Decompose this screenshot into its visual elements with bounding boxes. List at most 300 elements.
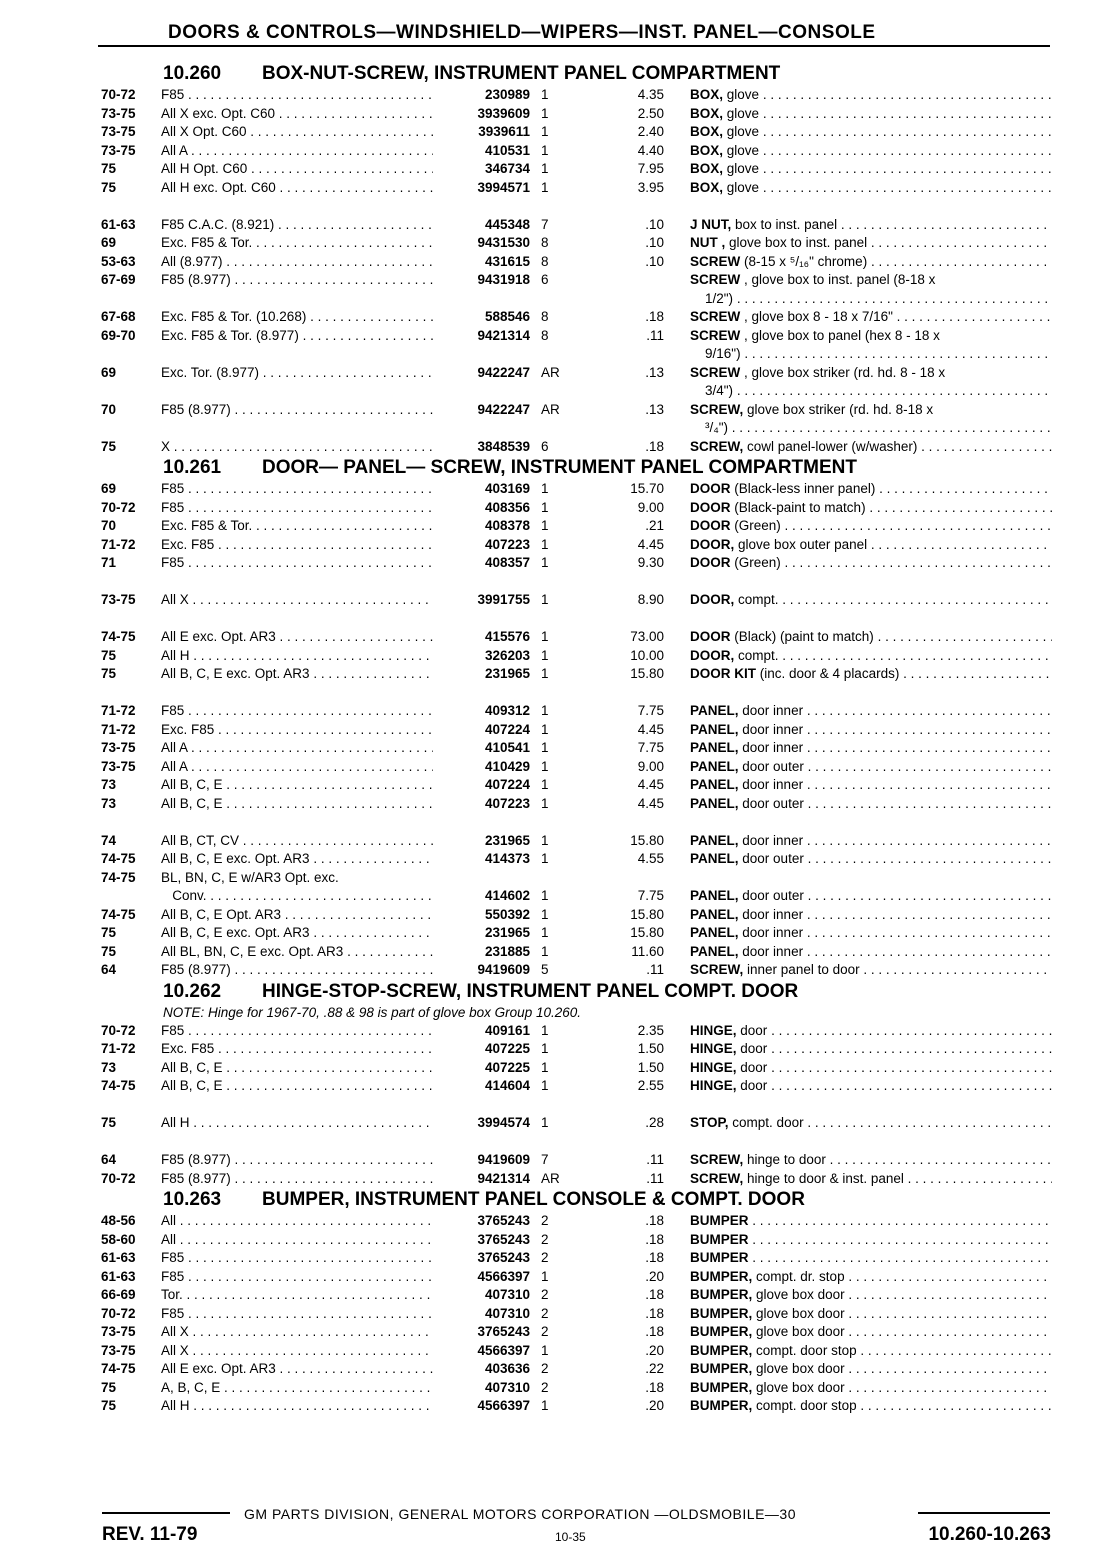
model-year: 64 — [101, 1152, 117, 1167]
quantity: 8 — [541, 235, 549, 250]
application: F85 (8.977) . . . — [161, 961, 433, 980]
price: .22 — [645, 1361, 664, 1376]
section-note: NOTE: Hinge for 1967-70, .88 & 98 is part of glove box Group 10.260. — [163, 1004, 581, 1020]
description — [690, 1114, 1052, 1133]
description-noun: DOOR — [690, 629, 731, 644]
model-year: 75 — [101, 647, 117, 663]
part-row — [0, 665, 1107, 684]
price: 4.40 — [637, 142, 664, 158]
description — [690, 1077, 1052, 1096]
price: .18 — [645, 1213, 664, 1228]
part-row — [0, 123, 1107, 142]
description-noun: HINGE, — [690, 1078, 737, 1093]
quantity: 1 — [541, 1059, 549, 1075]
description-noun: STOP, — [690, 1115, 729, 1130]
description — [690, 702, 1052, 721]
description-noun: DOOR — [690, 518, 731, 533]
application: Conv. . . . — [161, 887, 433, 906]
description-detail: (Black-paint to match) — [734, 499, 866, 515]
description — [690, 665, 1052, 684]
description-noun: BUMPER, — [690, 1268, 753, 1284]
price: 4.55 — [637, 851, 664, 866]
model-year: 74-75 — [101, 869, 136, 885]
application: All X . . . — [161, 591, 433, 610]
continuation-row — [0, 419, 1107, 438]
part-number: 230989 — [484, 87, 530, 102]
part-number: 3991755 — [477, 592, 530, 607]
description-detail: (Green) — [734, 518, 781, 533]
part-number: 9422247 — [477, 401, 530, 417]
quantity: 1 — [541, 851, 549, 866]
part-number: 550392 — [484, 906, 530, 922]
application: Tor. . . . — [161, 1286, 433, 1305]
description-noun: DOOR, — [690, 536, 735, 552]
footer-group-range: 10.260-10.263 — [928, 1524, 1051, 1545]
price: .11 — [646, 962, 664, 977]
description-noun: NUT , — [690, 235, 726, 250]
part-row — [0, 1022, 1107, 1041]
application: All X . . . — [161, 1323, 433, 1342]
model-year: 70-72 — [101, 499, 136, 515]
model-year: 75 — [101, 1115, 117, 1130]
application: All . . . — [161, 1231, 433, 1250]
price: 1.50 — [637, 1059, 664, 1075]
description-detail: inner panel to door — [747, 962, 860, 977]
description-detail: door inner — [742, 721, 804, 737]
quantity: 2 — [541, 1324, 549, 1339]
part-row — [0, 1379, 1107, 1398]
description-noun: SCREW, — [690, 401, 744, 417]
model-year: 74-75 — [101, 906, 136, 922]
quantity: 6 — [541, 272, 549, 287]
model-year: 74-75 — [101, 629, 136, 644]
description-detail: door inner — [742, 906, 804, 922]
price: .10 — [645, 253, 664, 269]
quantity: 2 — [541, 1305, 549, 1321]
description-noun: BUMPER, — [690, 1287, 753, 1302]
application: All B, C, E . . . — [161, 1077, 433, 1096]
part-row — [0, 499, 1107, 518]
price: .21 — [645, 518, 664, 533]
description-detail: door inner — [742, 740, 804, 755]
description — [690, 1059, 1052, 1078]
part-number: 9419609 — [477, 962, 530, 977]
model-year: 70-72 — [101, 87, 136, 102]
application: All B, C, E . . . — [161, 776, 433, 795]
description-detail: cowl panel-lower (w/washer) — [747, 438, 918, 454]
description — [690, 1151, 1052, 1170]
description — [690, 906, 1052, 925]
description-detail: door — [740, 1059, 768, 1075]
description-noun: SCREW — [690, 309, 741, 324]
footer-rule-left — [102, 1512, 230, 1514]
model-year: 75 — [101, 925, 117, 940]
part-number: 407223 — [484, 795, 530, 811]
description — [690, 758, 1052, 777]
application: All (8.977) . . . — [161, 253, 433, 272]
section-heading: DOOR— PANEL— SCREW, INSTRUMENT PANEL COMPARTMENT — [262, 457, 857, 478]
description-noun: SCREW — [690, 253, 741, 269]
description-detail: (Green) — [734, 555, 781, 570]
model-year: 58-60 — [101, 1231, 136, 1247]
description-noun: DOOR, — [690, 592, 735, 607]
quantity: 2 — [541, 1250, 549, 1265]
quantity: 6 — [541, 438, 549, 454]
price: 4.45 — [637, 536, 664, 552]
description-detail: (Black) (paint to match) — [734, 629, 874, 644]
part-number: 410541 — [484, 740, 530, 755]
description — [690, 364, 1052, 383]
description — [690, 776, 1052, 795]
part-row — [0, 1268, 1107, 1287]
part-number: 9422247 — [477, 364, 530, 380]
description — [690, 308, 1052, 327]
description — [690, 850, 1052, 869]
quantity: 1 — [541, 647, 549, 663]
price: 11.60 — [631, 943, 664, 959]
part-number: 3939609 — [477, 105, 530, 121]
description-noun: BUMPER, — [690, 1324, 753, 1339]
part-number: 410429 — [484, 758, 530, 774]
model-year: 73-75 — [101, 740, 136, 755]
price: .18 — [645, 1305, 664, 1321]
quantity: 1 — [541, 87, 549, 102]
price: 15.80 — [630, 832, 664, 848]
part-row — [0, 253, 1107, 272]
part-row — [0, 869, 1107, 888]
description-detail: door outer — [742, 888, 804, 903]
row-spacer — [0, 197, 1107, 216]
description-detail: glove box door — [756, 1361, 845, 1376]
quantity: 1 — [541, 592, 549, 607]
price: .10 — [645, 235, 664, 250]
application: F85 . . . — [161, 1305, 433, 1324]
part-number: 403636 — [484, 1361, 530, 1376]
quantity: 1 — [541, 832, 549, 848]
part-row — [0, 1059, 1107, 1078]
part-number: 407225 — [484, 1041, 530, 1056]
description — [690, 1231, 1052, 1250]
description-noun: HINGE, — [690, 1059, 737, 1075]
quantity: 7 — [541, 1152, 549, 1167]
price: .13 — [645, 364, 664, 380]
price: .20 — [645, 1398, 664, 1413]
application: All H Opt. C60 . . . — [161, 160, 433, 179]
application: All H . . . — [161, 647, 433, 666]
part-row — [0, 86, 1107, 105]
description — [690, 123, 1052, 142]
model-year: 70-72 — [101, 1305, 136, 1321]
quantity: 1 — [541, 703, 549, 718]
description-detail: glove box outer panel — [738, 536, 868, 552]
part-row — [0, 721, 1107, 740]
description-continuation: 1/2") . . . — [705, 290, 1052, 309]
price: 7.95 — [637, 161, 664, 176]
description-detail: glove — [726, 105, 760, 121]
application: Exc. F85 . . . — [161, 1040, 433, 1059]
price: .18 — [645, 1287, 664, 1302]
price: .18 — [645, 1250, 664, 1265]
description-noun: SCREW — [690, 364, 741, 380]
description-noun: BOX, — [690, 179, 724, 195]
part-number: 408378 — [484, 518, 530, 533]
quantity: 1 — [541, 666, 549, 681]
quantity: 1 — [541, 943, 549, 959]
model-year: 73 — [101, 1059, 117, 1075]
part-number: 408357 — [484, 555, 530, 570]
quantity: 2 — [541, 1231, 549, 1247]
description-noun: SCREW, — [690, 1170, 744, 1186]
description-detail: (8-15 x ⁵/₁₆" chrome) — [744, 253, 868, 269]
price: 15.70 — [630, 481, 664, 496]
part-number: 4566397 — [477, 1342, 530, 1358]
description — [690, 1268, 1052, 1287]
application: All . . . — [161, 1212, 433, 1231]
part-row — [0, 1151, 1107, 1170]
part-number: 414604 — [484, 1078, 530, 1093]
description-noun: DOOR — [690, 481, 731, 496]
model-year: 75 — [101, 179, 117, 195]
footer-publisher: GM PARTS DIVISION, GENERAL MOTORS CORPORATION —OLDSMOBILE—30 — [244, 1506, 796, 1522]
description — [690, 271, 1052, 290]
description — [690, 1286, 1052, 1305]
description-noun: DOOR, — [690, 647, 735, 663]
part-number: 3848539 — [477, 438, 530, 454]
part-row — [0, 1323, 1107, 1342]
application: All A . . . — [161, 758, 433, 777]
part-row — [0, 517, 1107, 536]
quantity: 1 — [541, 758, 549, 774]
description-detail: , glove box 8 - 18 x 7/16" — [744, 309, 893, 324]
description — [690, 179, 1052, 198]
part-row — [0, 795, 1107, 814]
description-noun: HINGE, — [690, 1022, 737, 1038]
continuation-row — [0, 345, 1107, 364]
price: 3.95 — [637, 179, 664, 195]
part-row — [0, 1249, 1107, 1268]
application: F85 . . . — [161, 480, 433, 499]
description-detail: (Black-less inner panel) — [734, 481, 876, 496]
application: F85 . . . — [161, 499, 433, 518]
description-detail: door inner — [742, 703, 804, 718]
quantity: 8 — [541, 253, 549, 269]
price: 9.30 — [637, 555, 664, 570]
part-number: 3994574 — [477, 1115, 530, 1130]
price: .20 — [645, 1342, 664, 1358]
quantity: 8 — [541, 327, 549, 343]
part-number: 9421314 — [477, 327, 530, 343]
part-row — [0, 1286, 1107, 1305]
price: 2.35 — [637, 1022, 664, 1038]
row-spacer — [0, 610, 1107, 629]
description-detail: compt. door — [732, 1115, 804, 1130]
row-spacer — [0, 684, 1107, 703]
part-row — [0, 776, 1107, 795]
part-number: 415576 — [484, 629, 530, 644]
quantity: 1 — [541, 888, 549, 903]
model-year: 74-75 — [101, 1361, 136, 1376]
description — [690, 253, 1052, 272]
price: .13 — [645, 401, 664, 417]
model-year: 71-72 — [101, 1041, 136, 1056]
price: 10.00 — [630, 647, 664, 663]
description-noun: BUMPER, — [690, 1342, 753, 1358]
description-noun: DOOR KIT — [690, 666, 756, 681]
part-number: 408356 — [484, 499, 530, 515]
quantity: 1 — [541, 518, 549, 533]
model-year: 67-68 — [101, 309, 136, 324]
description-detail: door inner — [742, 777, 804, 792]
description — [690, 327, 1052, 346]
part-row — [0, 739, 1107, 758]
price: .20 — [645, 1268, 664, 1284]
description-noun: PANEL, — [690, 703, 739, 718]
price: 15.80 — [630, 666, 664, 681]
section-title — [0, 456, 1107, 480]
price: .18 — [645, 1324, 664, 1339]
description — [690, 1323, 1052, 1342]
description-noun: PANEL, — [690, 906, 739, 922]
part-number: 410531 — [484, 142, 530, 158]
price: 2.40 — [637, 124, 664, 139]
description-noun: BOX, — [690, 142, 724, 158]
price: 4.45 — [637, 795, 664, 811]
price: 15.80 — [630, 925, 664, 940]
application: Exc. F85 & Tor. (10.268) . . . — [161, 308, 433, 327]
part-number: 407224 — [484, 721, 530, 737]
description-noun: PANEL, — [690, 795, 739, 811]
part-number: 3765243 — [477, 1213, 530, 1228]
part-number: 3765243 — [477, 1324, 530, 1339]
model-year: 75 — [101, 1398, 117, 1413]
description — [690, 554, 1052, 573]
part-row — [0, 906, 1107, 925]
application: F85 C.A.C. (8.921) . . . — [161, 216, 433, 235]
section-heading: BUMPER, INSTRUMENT PANEL CONSOLE & COMPT. DOOR — [262, 1189, 805, 1210]
part-row — [0, 1077, 1107, 1096]
description-noun: BOX, — [690, 105, 724, 121]
part-row — [0, 850, 1107, 869]
description — [690, 887, 1052, 906]
application: Exc. Tor. (8.977) . . . — [161, 364, 433, 383]
description-continuation: ³/₄") . . . — [705, 419, 1052, 438]
quantity: 1 — [541, 795, 549, 811]
part-row — [0, 591, 1107, 610]
application: All B, C, E . . . — [161, 795, 433, 814]
footer-rule-right — [918, 1512, 1050, 1514]
application: F85 (8.977) . . . — [161, 1151, 433, 1170]
part-row — [0, 1231, 1107, 1250]
price: 4.45 — [637, 777, 664, 792]
description-noun: DOOR — [690, 555, 731, 570]
section-title — [0, 62, 1107, 86]
description — [690, 105, 1052, 124]
part-row — [0, 832, 1107, 851]
model-year: 71-72 — [101, 536, 136, 552]
model-year: 61-63 — [101, 1268, 136, 1284]
part-number: 407310 — [484, 1379, 530, 1395]
description-noun: SCREW — [690, 272, 741, 287]
price: .18 — [645, 309, 664, 324]
description-continuation: 3/4") . . . — [705, 382, 1052, 401]
quantity: 2 — [541, 1213, 549, 1228]
row-spacer — [0, 573, 1107, 592]
section-number: 10.261 — [163, 457, 222, 478]
description-detail: glove — [726, 124, 760, 139]
description — [690, 1397, 1052, 1416]
part-number: 3939611 — [478, 124, 530, 139]
description-detail: door inner — [742, 925, 804, 940]
model-year: 70 — [101, 401, 117, 417]
model-year: 61-63 — [101, 216, 136, 232]
description — [690, 628, 1052, 647]
price: 2.55 — [637, 1078, 664, 1093]
quantity: 1 — [541, 721, 549, 737]
footer-page-number: 10-35 — [555, 1530, 586, 1544]
price: 73.00 — [630, 629, 664, 644]
application: Exc. F85 . . . — [161, 536, 433, 555]
part-number: 409312 — [484, 703, 530, 718]
part-row — [0, 1305, 1107, 1324]
quantity: 1 — [541, 777, 549, 792]
quantity: 1 — [541, 740, 549, 755]
description-noun: BUMPER, — [690, 1379, 753, 1395]
application: F85 . . . — [161, 1268, 433, 1287]
part-row — [0, 924, 1107, 943]
model-year: 73-75 — [101, 592, 136, 607]
page-header: DOORS & CONTROLS—WINDSHIELD—WIPERS—INST. PANEL—CONSOLE — [168, 22, 876, 43]
price: .18 — [645, 438, 664, 454]
application: All X Opt. C60 . . . — [161, 123, 433, 142]
description — [690, 1040, 1052, 1059]
description-noun: SCREW, — [690, 962, 744, 977]
quantity: 1 — [541, 536, 549, 552]
description — [690, 961, 1052, 980]
price: .18 — [645, 1379, 664, 1395]
description — [690, 1212, 1052, 1231]
price: 8.90 — [637, 592, 664, 607]
part-number: 407310 — [484, 1287, 530, 1302]
section-title — [0, 1188, 1107, 1212]
description-noun: PANEL, — [690, 758, 739, 774]
description — [690, 1379, 1052, 1398]
price: 7.75 — [637, 740, 664, 755]
model-year: 75 — [101, 943, 117, 959]
part-row — [0, 179, 1107, 198]
description-noun: PANEL, — [690, 777, 739, 792]
row-spacer — [0, 813, 1107, 832]
price: 2.50 — [637, 105, 664, 121]
part-number: 403169 — [484, 481, 530, 496]
part-row — [0, 480, 1107, 499]
description-noun: SCREW, — [690, 1152, 744, 1167]
price: 9.00 — [637, 758, 664, 774]
part-row — [0, 1342, 1107, 1361]
part-row — [0, 943, 1107, 962]
price: 7.75 — [637, 703, 664, 718]
part-row — [0, 887, 1107, 906]
application: F85 . . . — [161, 554, 433, 573]
part-number: 407310 — [484, 1305, 530, 1321]
price: .11 — [646, 1152, 664, 1167]
part-row — [0, 647, 1107, 666]
part-row — [0, 628, 1107, 647]
row-spacer — [0, 1096, 1107, 1115]
section-number: 10.262 — [163, 980, 222, 1002]
quantity: 5 — [541, 962, 549, 977]
description-noun: BUMPER, — [690, 1398, 753, 1413]
model-year: 73 — [101, 777, 117, 792]
